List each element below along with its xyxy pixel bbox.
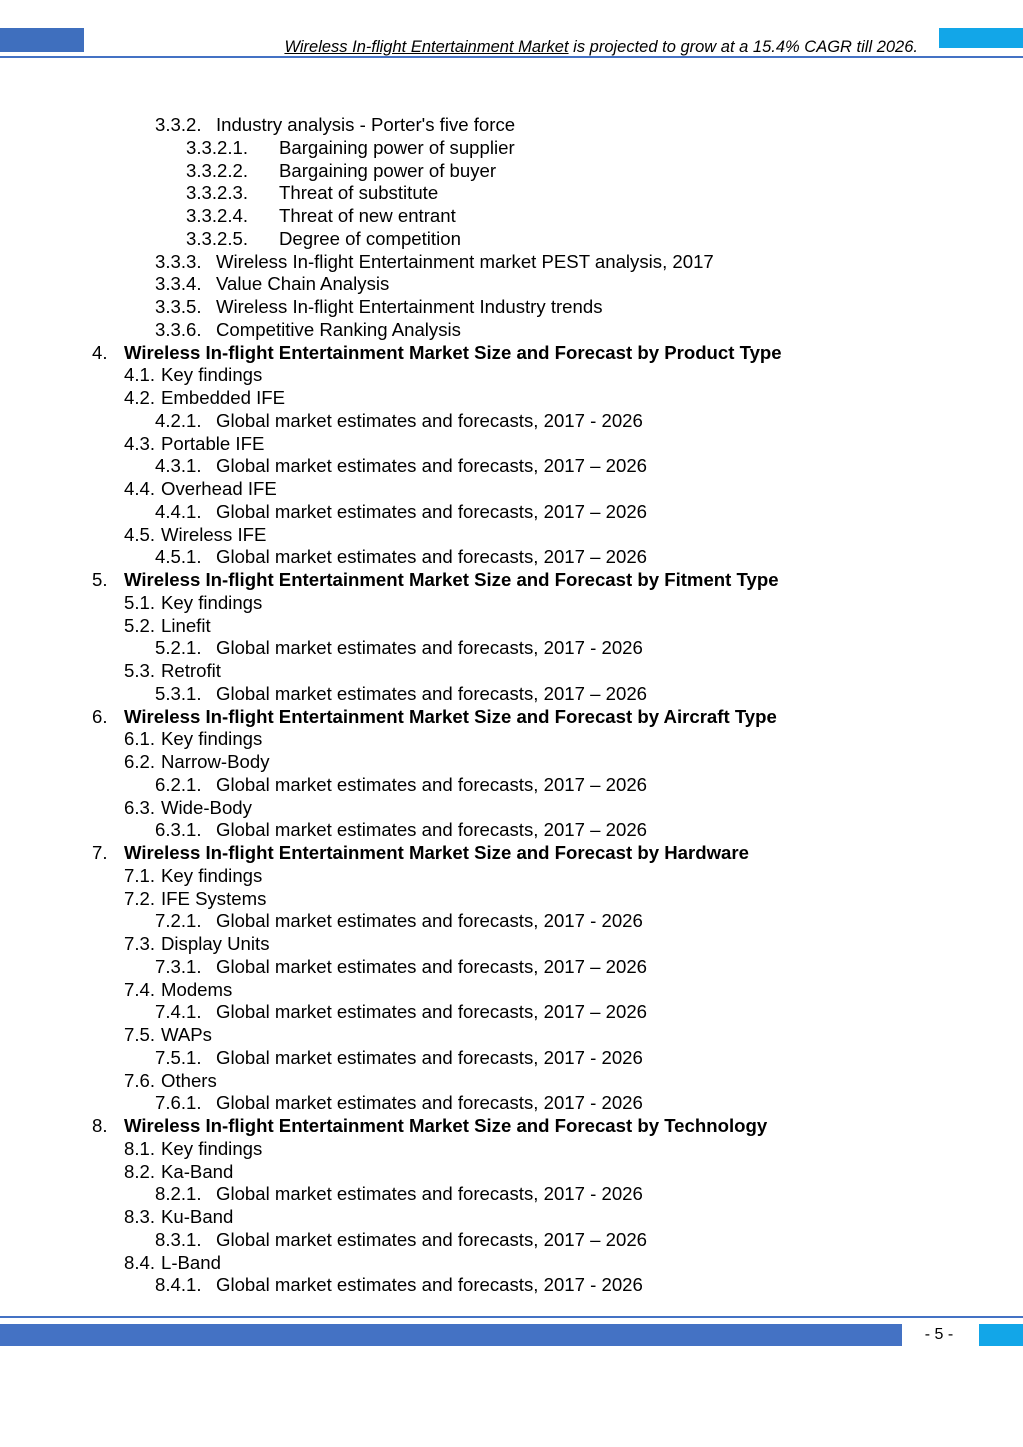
toc-entry-number: 7.4.1. [155,1001,202,1023]
toc-entry-number: 8.2.1. [155,1183,202,1205]
toc-entry [0,592,1023,615]
toc-entry-number: 8. [92,1115,108,1136]
toc-entry-number: 3.3.2.4. [186,205,249,226]
toc-entry-title: Global market estimates and forecasts, 2017 - 2026 [216,910,643,932]
toc-entry-title: Key findings [161,364,263,386]
toc-entry [0,455,1023,478]
toc-entry-title: Display Units [161,933,270,954]
toc-entry-number: 4.5. [124,523,156,545]
toc-entry-number: 4. [92,341,108,363]
toc-entry-title: Global market estimates and forecasts, 2017 - 2026 [216,1046,643,1068]
toc-entry-title: L-Band [161,1251,221,1273]
toc-entry-title: IFE Systems [161,887,267,909]
toc-entry-number: 4.4.1. [155,500,202,522]
toc-entry-title: Linefit [161,614,211,636]
toc-entry [0,1161,1023,1184]
toc-entry [0,751,1023,774]
toc-entry [0,797,1023,820]
toc-entry [0,910,1023,933]
toc-entry-title: Others [161,1069,217,1091]
toc-entry [0,774,1023,797]
toc-entry [0,1024,1023,1047]
toc-entry-title: Global market estimates and forecasts, 2017 - 2026 [216,637,643,659]
toc-entry-title: Narrow-Body [161,751,270,772]
toc-entry-number: 8.4. [124,1251,156,1273]
toc-entry-number: 8.4.1. [155,1274,202,1296]
toc-entry-number: 6.2. [124,751,156,772]
toc-entry [0,933,1023,956]
toc-entry-number: 5.2. [124,614,156,636]
toc-entry [0,433,1023,456]
toc-entry [0,728,1023,751]
toc-entry-title: Retrofit [161,660,221,681]
toc-entry-number: 3.3.2. [155,114,202,135]
toc-entry [0,273,1023,296]
toc-entry-title: Wireless In-flight Entertainment Industry trends [216,296,603,317]
toc-entry-title: Global market estimates and forecasts, 2017 – 2026 [216,1001,647,1023]
toc-entry-number: 7.2.1. [155,910,202,932]
toc-entry-title: Ka-Band [161,1160,234,1182]
toc-entry [0,1252,1023,1275]
footer-accent-block-right [979,1324,1023,1346]
toc-entry [0,842,1023,865]
toc-entry [0,160,1023,183]
toc-entry [0,1070,1023,1093]
toc-entry-number: 5.1. [124,591,156,613]
toc-entry-number: 4.4. [124,478,156,499]
toc-entry [0,979,1023,1002]
page-number: - 5 - [924,1326,954,1343]
toc-entry-title: Bargaining power of supplier [279,136,515,158]
toc-entry-title: Threat of substitute [279,182,439,204]
toc-entry-title: Global market estimates and forecasts, 2017 – 2026 [216,955,647,977]
header-title [0,38,918,56]
toc-entry [0,205,1023,228]
toc-entry-number: 7. [92,842,108,863]
toc-entry-title: Global market estimates and forecasts, 2017 – 2026 [216,819,647,841]
toc-entry [0,683,1023,706]
toc-entry-number: 5.3.1. [155,682,202,704]
toc-entry-number: 3.3.5. [155,296,202,317]
toc-entry [0,1001,1023,1024]
toc-entry-number: 4.5.1. [155,546,202,568]
toc-entry-number: 6. [92,705,108,727]
toc-entry [0,114,1023,137]
toc-entry-title: Key findings [161,591,263,613]
toc-entry-number: 7.4. [124,978,156,1000]
toc-entry [0,1206,1023,1229]
toc-entry [0,1138,1023,1161]
toc-entry [0,569,1023,592]
toc-entry-number: 5.2.1. [155,637,202,659]
toc-entry [0,228,1023,251]
toc-entry-title: Wide-Body [161,796,252,818]
toc-entry [0,546,1023,569]
toc-entry [0,182,1023,205]
toc-entry [0,342,1023,365]
toc-entry-title: Global market estimates and forecasts, 2017 - 2026 [216,409,643,431]
header-rule [0,56,1023,58]
toc-entry [0,706,1023,729]
toc-entry-title: Global market estimates and forecasts, 2017 - 2026 [216,1183,643,1205]
toc-entry-title: Value Chain Analysis [216,273,390,295]
toc-entry-title: Global market estimates and forecasts, 2017 - 2026 [216,1092,643,1114]
toc-entry-title: Threat of new entrant [279,205,456,226]
toc-entry-title: Overhead IFE [161,478,277,499]
toc-entry [0,478,1023,501]
toc-entry-number: 6.1. [124,728,156,750]
toc-entry-number: 8.3.1. [155,1228,202,1250]
toc-entry-number: 3.3.2.5. [186,227,249,249]
toc-entry [0,1274,1023,1297]
toc-entry [0,251,1023,274]
toc-entry-number: 7.1. [124,864,156,886]
toc-entry [0,637,1023,660]
footer-bar [0,1324,902,1346]
toc-entry [0,410,1023,433]
toc-entry [0,615,1023,638]
toc-entry [0,364,1023,387]
toc-entry-number: 8.1. [124,1137,156,1159]
toc-entry-number: 7.2. [124,887,156,909]
toc-entry-number: 5. [92,569,108,590]
toc-entry [0,524,1023,547]
toc-entry-number: 6.3.1. [155,819,202,841]
toc-entry-number: 4.3. [124,432,156,454]
toc-entry-title: Global market estimates and forecasts, 2017 – 2026 [216,546,647,568]
toc-entry [0,1092,1023,1115]
toc-entry-title: Wireless In-flight Entertainment market PEST analysis, 2017 [216,250,714,272]
toc-entry [0,137,1023,160]
toc-entry [0,660,1023,683]
toc-entry [0,387,1023,410]
toc-entry-title: Key findings [161,864,263,886]
toc-entry-title: Industry analysis - Porter's five force [216,114,516,135]
toc-entry-number: 7.5.1. [155,1046,202,1068]
toc-entry [0,319,1023,342]
footer-rule [0,1316,1023,1318]
toc-entry-number: 7.3.1. [155,955,202,977]
toc-entry-number: 4.3.1. [155,455,202,477]
toc-entry-title: Global market estimates and forecasts, 2017 – 2026 [216,1228,647,1250]
toc-entry-number: 8.2. [124,1160,156,1182]
toc-entry [0,956,1023,979]
toc-entry-title: Embedded IFE [161,387,286,408]
toc-entry [0,1047,1023,1070]
toc-entry [0,1229,1023,1252]
toc-entry-number: 3.3.2.1. [186,136,249,158]
toc-entry-title: Portable IFE [161,432,265,454]
toc-entry [0,296,1023,319]
toc-entry-title: Global market estimates and forecasts, 2017 – 2026 [216,500,647,522]
toc-entry-number: 8.3. [124,1206,156,1227]
toc-entry [0,1115,1023,1138]
toc-entry-title: Degree of competition [279,227,461,249]
header-accent-block-right [939,28,1023,48]
toc-entry-number: 4.2. [124,387,156,408]
toc-entry-title: Wireless In-flight Entertainment Market Size and Forecast by Fitment Type [124,569,779,590]
toc-entry [0,1183,1023,1206]
toc-entry-number: 3.3.4. [155,273,202,295]
toc-entry-number: 7.6. [124,1069,156,1091]
toc-entry-title: Wireless IFE [161,523,267,545]
toc-entry-title: Global market estimates and forecasts, 2017 - 2026 [216,1274,643,1296]
toc-entry-number: 3.3.2.2. [186,159,249,181]
toc-entry-title: Modems [161,978,233,1000]
toc-entry-number: 7.5. [124,1024,156,1045]
toc-entry-title: Wireless In-flight Entertainment Market Size and Forecast by Aircraft Type [124,705,777,727]
toc-entry-title: Global market estimates and forecasts, 2017 – 2026 [216,773,647,795]
header-title-rest: is projected to grow at a 15.4% CAGR till 2026. [568,38,918,56]
toc-entry-title: Wireless In-flight Entertainment Market Size and Forecast by Hardware [124,842,749,863]
toc-entry-title: Bargaining power of buyer [279,159,497,181]
toc-entry-number: 5.3. [124,660,156,681]
toc-entry-number: 6.3. [124,796,156,818]
toc-entry-number: 7.3. [124,933,156,954]
header-title-underlined: Wireless In-flight Entertainment Market [284,38,569,56]
toc-entry-number: 3.3.6. [155,318,202,340]
toc-entry [0,865,1023,888]
toc-entry-title: Key findings [161,728,263,750]
toc-entry-number: 7.6.1. [155,1092,202,1114]
toc-entry [0,888,1023,911]
toc-entry-number: 4.1. [124,364,156,386]
toc-entry-title: Ku-Band [161,1206,234,1227]
toc-entry [0,819,1023,842]
toc-entry-number: 6.2.1. [155,773,202,795]
toc-entry-number: 4.2.1. [155,409,202,431]
toc-entry-title: Wireless In-flight Entertainment Market Size and Forecast by Product Type [124,341,782,363]
toc-entry-title: Global market estimates and forecasts, 2017 – 2026 [216,682,647,704]
toc-entry-number: 3.3.3. [155,250,202,272]
toc-entry-title: WAPs [161,1024,212,1045]
toc-entry-title: Competitive Ranking Analysis [216,318,461,340]
toc-entry-title: Key findings [161,1137,263,1159]
toc-entry-number: 3.3.2.3. [186,182,249,204]
toc-entry-title: Global market estimates and forecasts, 2017 – 2026 [216,455,647,477]
toc-entry [0,501,1023,524]
table-of-contents [0,114,1023,1297]
toc-entry-title: Wireless In-flight Entertainment Market Size and Forecast by Technology [124,1115,768,1136]
